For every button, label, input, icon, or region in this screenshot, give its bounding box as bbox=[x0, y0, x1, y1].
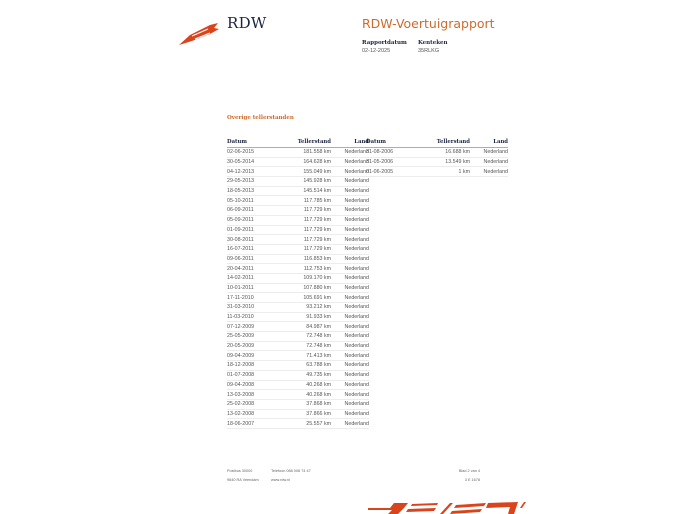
cell-country: Nederland bbox=[331, 332, 369, 342]
cell-country: Nederland bbox=[331, 254, 369, 264]
column-header-country: Land bbox=[331, 138, 369, 148]
cell-reading: 25.557 km bbox=[284, 419, 331, 429]
cell-date: 29-05-2013 bbox=[227, 177, 284, 187]
cell-date: 18-06-2007 bbox=[227, 419, 284, 429]
cell-country: Nederland bbox=[331, 312, 369, 322]
cell-date: 10-01-2011 bbox=[227, 283, 284, 293]
cell-reading: 107.880 km bbox=[284, 283, 331, 293]
cell-country: Nederland bbox=[331, 273, 369, 283]
cell-date: 31-05-2006 bbox=[366, 157, 423, 167]
table-row bbox=[227, 303, 369, 313]
cell-reading: 72.748 km bbox=[284, 341, 331, 351]
cell-country: Nederland bbox=[331, 148, 369, 158]
cell-reading: 16.688 km bbox=[423, 148, 470, 158]
cell-country: Nederland bbox=[331, 399, 369, 409]
column-header-date: Datum bbox=[366, 138, 423, 148]
table-row bbox=[227, 225, 369, 235]
table-row bbox=[227, 244, 369, 254]
table-row bbox=[227, 177, 369, 187]
meta-label: Kenteken bbox=[418, 40, 448, 46]
cell-reading: 116.853 km bbox=[284, 254, 331, 264]
cell-country: Nederland bbox=[331, 215, 369, 225]
cell-reading: 1 km bbox=[423, 167, 470, 177]
cell-date: 07-12-2009 bbox=[227, 322, 284, 332]
table-header-row bbox=[227, 138, 369, 148]
cell-date: 17-11-2010 bbox=[227, 293, 284, 303]
table-row bbox=[227, 399, 369, 409]
footer-website[interactable]: www.rdw.nl bbox=[271, 478, 290, 482]
table-row bbox=[227, 380, 369, 390]
table-row bbox=[227, 361, 369, 371]
table-row bbox=[227, 235, 369, 245]
cell-date: 20-04-2011 bbox=[227, 264, 284, 274]
cell-reading: 72.748 km bbox=[284, 332, 331, 342]
cell-reading: 37.866 km bbox=[284, 409, 331, 419]
report-title: RDW-Voertuigrapport bbox=[362, 16, 495, 31]
cell-reading: 164.628 km bbox=[284, 157, 331, 167]
cell-date: 25-05-2009 bbox=[227, 332, 284, 342]
cell-country: Nederland bbox=[331, 167, 369, 177]
table-row bbox=[227, 322, 369, 332]
table-row bbox=[227, 312, 369, 322]
cell-reading: 145.928 km bbox=[284, 177, 331, 187]
cell-reading: 117.729 km bbox=[284, 206, 331, 216]
footer-phone: Telefoon 088 008 74 47 bbox=[271, 469, 311, 473]
cell-country: Nederland bbox=[331, 390, 369, 400]
cell-country: Nederland bbox=[331, 235, 369, 245]
cell-reading: 84.987 km bbox=[284, 322, 331, 332]
cell-country: Nederland bbox=[331, 283, 369, 293]
cell-date: 25-02-2008 bbox=[227, 399, 284, 409]
meta-label: Rapportdatum bbox=[362, 40, 407, 46]
cell-date: 06-09-2011 bbox=[227, 206, 284, 216]
cell-date: 18-05-2013 bbox=[227, 186, 284, 196]
table-row bbox=[227, 409, 369, 419]
table-row bbox=[227, 390, 369, 400]
cell-country: Nederland bbox=[470, 148, 508, 158]
cell-reading: 40.268 km bbox=[284, 380, 331, 390]
footer-city: 9640 RA Veendam bbox=[227, 478, 259, 482]
table-row bbox=[227, 254, 369, 264]
decorative-stripes-icon bbox=[368, 496, 528, 514]
cell-country: Nederland bbox=[331, 264, 369, 274]
cell-country: Nederland bbox=[331, 206, 369, 216]
cell-reading: 63.788 km bbox=[284, 361, 331, 371]
cell-reading: 117.729 km bbox=[284, 244, 331, 254]
meta-license-plate bbox=[418, 39, 448, 55]
cell-country: Nederland bbox=[331, 244, 369, 254]
table-row bbox=[227, 293, 369, 303]
cell-country: Nederland bbox=[331, 361, 369, 371]
table-row bbox=[227, 332, 369, 342]
cell-date: 05-10-2011 bbox=[227, 196, 284, 206]
table-row bbox=[227, 341, 369, 351]
meta-value: 02-12-2025 bbox=[362, 48, 391, 54]
cell-country: Nederland bbox=[470, 167, 508, 177]
table-header-row bbox=[366, 138, 508, 148]
table-row bbox=[227, 370, 369, 380]
cell-country: Nederland bbox=[331, 370, 369, 380]
cell-date: 09-04-2009 bbox=[227, 351, 284, 361]
cell-country: Nederland bbox=[331, 225, 369, 235]
meta-value: 35RLKG bbox=[418, 48, 440, 54]
cell-reading: 40.268 km bbox=[284, 390, 331, 400]
cell-date: 31-03-2010 bbox=[227, 303, 284, 313]
odometer-table-left bbox=[227, 138, 369, 429]
cell-reading: 105.691 km bbox=[284, 293, 331, 303]
column-header-reading: Tellerstand bbox=[423, 138, 470, 148]
cell-country: Nederland bbox=[331, 380, 369, 390]
section-title: Overige tellerstanden bbox=[227, 115, 294, 121]
cell-reading: 13.549 km bbox=[423, 157, 470, 167]
table-row bbox=[366, 148, 508, 158]
footer-address bbox=[227, 467, 259, 485]
cell-reading: 112.753 km bbox=[284, 264, 331, 274]
cell-date: 04-12-2013 bbox=[227, 167, 284, 177]
cell-reading: 91.933 km bbox=[284, 312, 331, 322]
footer-document-code: 3 E 1678 bbox=[464, 478, 480, 482]
cell-date: 16-07-2011 bbox=[227, 244, 284, 254]
cell-date: 09-06-2011 bbox=[227, 254, 284, 264]
table-row bbox=[227, 148, 369, 158]
cell-reading: 117.729 km bbox=[284, 235, 331, 245]
table-row bbox=[227, 206, 369, 216]
cell-country: Nederland bbox=[331, 157, 369, 167]
cell-country: Nederland bbox=[331, 186, 369, 196]
table-row bbox=[227, 196, 369, 206]
cell-date: 20-05-2009 bbox=[227, 341, 284, 351]
cell-date: 11-03-2010 bbox=[227, 312, 284, 322]
cell-country: Nederland bbox=[331, 341, 369, 351]
cell-date: 30-08-2011 bbox=[227, 235, 284, 245]
cell-date: 18-12-2008 bbox=[227, 361, 284, 371]
table-row bbox=[227, 351, 369, 361]
cell-date: 01-09-2011 bbox=[227, 225, 284, 235]
column-header-date: Datum bbox=[227, 138, 284, 148]
column-header-reading: Tellerstand bbox=[284, 138, 331, 148]
cell-date: 13-02-2008 bbox=[227, 409, 284, 419]
cell-reading: 145.514 km bbox=[284, 186, 331, 196]
table-row bbox=[227, 215, 369, 225]
cell-date: 05-09-2011 bbox=[227, 215, 284, 225]
cell-date: 02-06-2015 bbox=[227, 148, 284, 158]
table-row bbox=[227, 264, 369, 274]
cell-reading: 93.212 km bbox=[284, 303, 331, 313]
cell-date: 09-04-2008 bbox=[227, 380, 284, 390]
cell-reading: 155.049 km bbox=[284, 167, 331, 177]
cell-reading: 117.729 km bbox=[284, 225, 331, 235]
cell-reading: 117.785 km bbox=[284, 196, 331, 206]
cell-reading: 181.558 km bbox=[284, 148, 331, 158]
rdw-logo-icon bbox=[178, 22, 220, 46]
table-row bbox=[227, 419, 369, 429]
footer-page-info bbox=[440, 467, 480, 485]
cell-country: Nederland bbox=[470, 157, 508, 167]
brand-name: RDW bbox=[227, 14, 267, 32]
table-row bbox=[227, 157, 369, 167]
footer-postbox: Postbus 30000 bbox=[227, 469, 253, 473]
cell-reading: 49.735 km bbox=[284, 370, 331, 380]
cell-country: Nederland bbox=[331, 196, 369, 206]
cell-country: Nederland bbox=[331, 177, 369, 187]
cell-date: 30-05-2014 bbox=[227, 157, 284, 167]
cell-country: Nederland bbox=[331, 409, 369, 419]
cell-date: 13-03-2008 bbox=[227, 390, 284, 400]
cell-country: Nederland bbox=[331, 303, 369, 313]
table-row bbox=[227, 186, 369, 196]
cell-country: Nederland bbox=[331, 419, 369, 429]
odometer-table-right bbox=[366, 138, 508, 177]
meta-report-date bbox=[362, 39, 407, 55]
table-row bbox=[366, 157, 508, 167]
cell-reading: 109.170 km bbox=[284, 273, 331, 283]
cell-reading: 37.868 km bbox=[284, 399, 331, 409]
table-row bbox=[227, 167, 369, 177]
cell-country: Nederland bbox=[331, 293, 369, 303]
cell-date: 01-06-2005 bbox=[366, 167, 423, 177]
cell-date: 14-02-2011 bbox=[227, 273, 284, 283]
table-row bbox=[227, 283, 369, 293]
column-header-country: Land bbox=[470, 138, 508, 148]
footer-contact bbox=[271, 467, 311, 485]
table-row bbox=[227, 273, 369, 283]
cell-country: Nederland bbox=[331, 322, 369, 332]
cell-date: 31-08-2006 bbox=[366, 148, 423, 158]
footer-page-number: Blad 2 van 4 bbox=[458, 469, 480, 473]
table-row bbox=[366, 167, 508, 177]
cell-reading: 71.413 km bbox=[284, 351, 331, 361]
cell-reading: 117.729 km bbox=[284, 215, 331, 225]
cell-date: 01-07-2008 bbox=[227, 370, 284, 380]
cell-country: Nederland bbox=[331, 351, 369, 361]
